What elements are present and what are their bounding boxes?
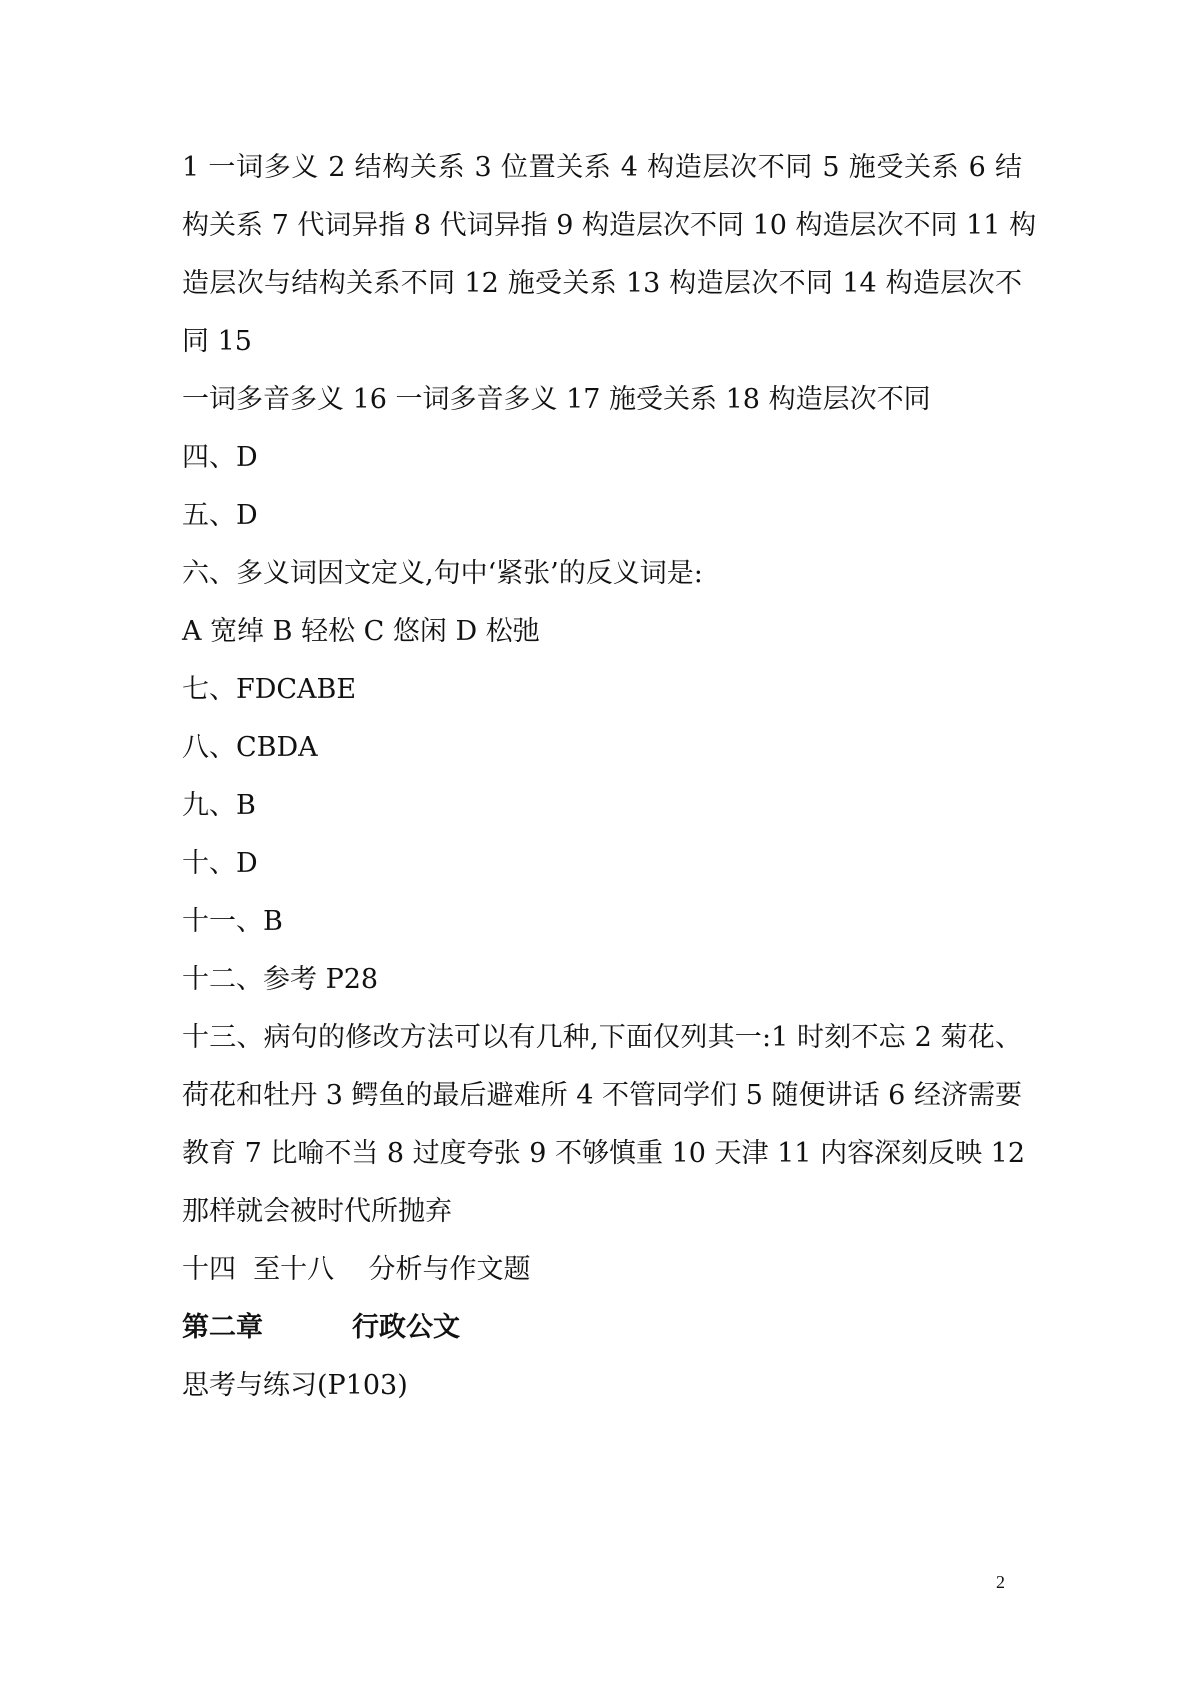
chapter-title: 行政公文 [352,1312,460,1343]
answer-12: 十二、参考 P28 [182,964,379,995]
answer-13-line: 荷花和牡丹 3 鳄鱼的最后避难所 4 不管同学们 5 随便讲话 6 经济需要 [182,1080,1022,1111]
answer-14-18: 十四 至十八 分析与作文题 [182,1254,531,1285]
exercise-heading: 思考与练习(P103) [182,1370,408,1401]
page-number: 2 [996,1572,1005,1592]
answer-line: 一词多音多义 16 一词多音多义 17 施受关系 18 构造层次不同 [182,384,931,415]
answer-line: 构关系 7 代词异指 8 代词异指 9 构造层次不同 10 构造层次不同 11 构 [182,210,1037,241]
answer-4: 四、D [182,442,258,473]
answer-13-line: 那样就会被时代所抛弃 [182,1196,452,1227]
answer-line: 造层次与结构关系不同 12 施受关系 13 构造层次不同 14 构造层次不 [182,268,1022,299]
answer-7: 七、FDCABE [182,674,357,705]
answer-5: 五、D [182,500,258,531]
answer-9: 九、B [182,790,256,821]
answer-11: 十一、B [182,906,283,937]
answer-8: 八、CBDA [182,732,318,763]
answer-6: 六、多义词因文定义,句中‘紧张’的反义词是: [182,558,703,589]
chapter-heading [182,1310,1022,1346]
answer-10: 十、D [182,848,258,879]
answer-line: 同 15 [182,326,252,357]
chapter-number: 第二章 [182,1312,263,1343]
answer-6-options: A 宽绰 B 轻松 C 悠闲 D 松弛 [182,616,540,647]
answer-line: 1 一词多义 2 结构关系 3 位置关系 4 构造层次不同 5 施受关系 6 结 [182,152,1022,183]
answer-13-line: 教育 7 比喻不当 8 过度夸张 9 不够慎重 10 天津 11 内容深刻反映 12 [182,1138,1026,1169]
answer-13-line: 十三、病句的修改方法可以有几种,下面仅列其一:1 时刻不忘 2 菊花、 [182,1022,1022,1053]
